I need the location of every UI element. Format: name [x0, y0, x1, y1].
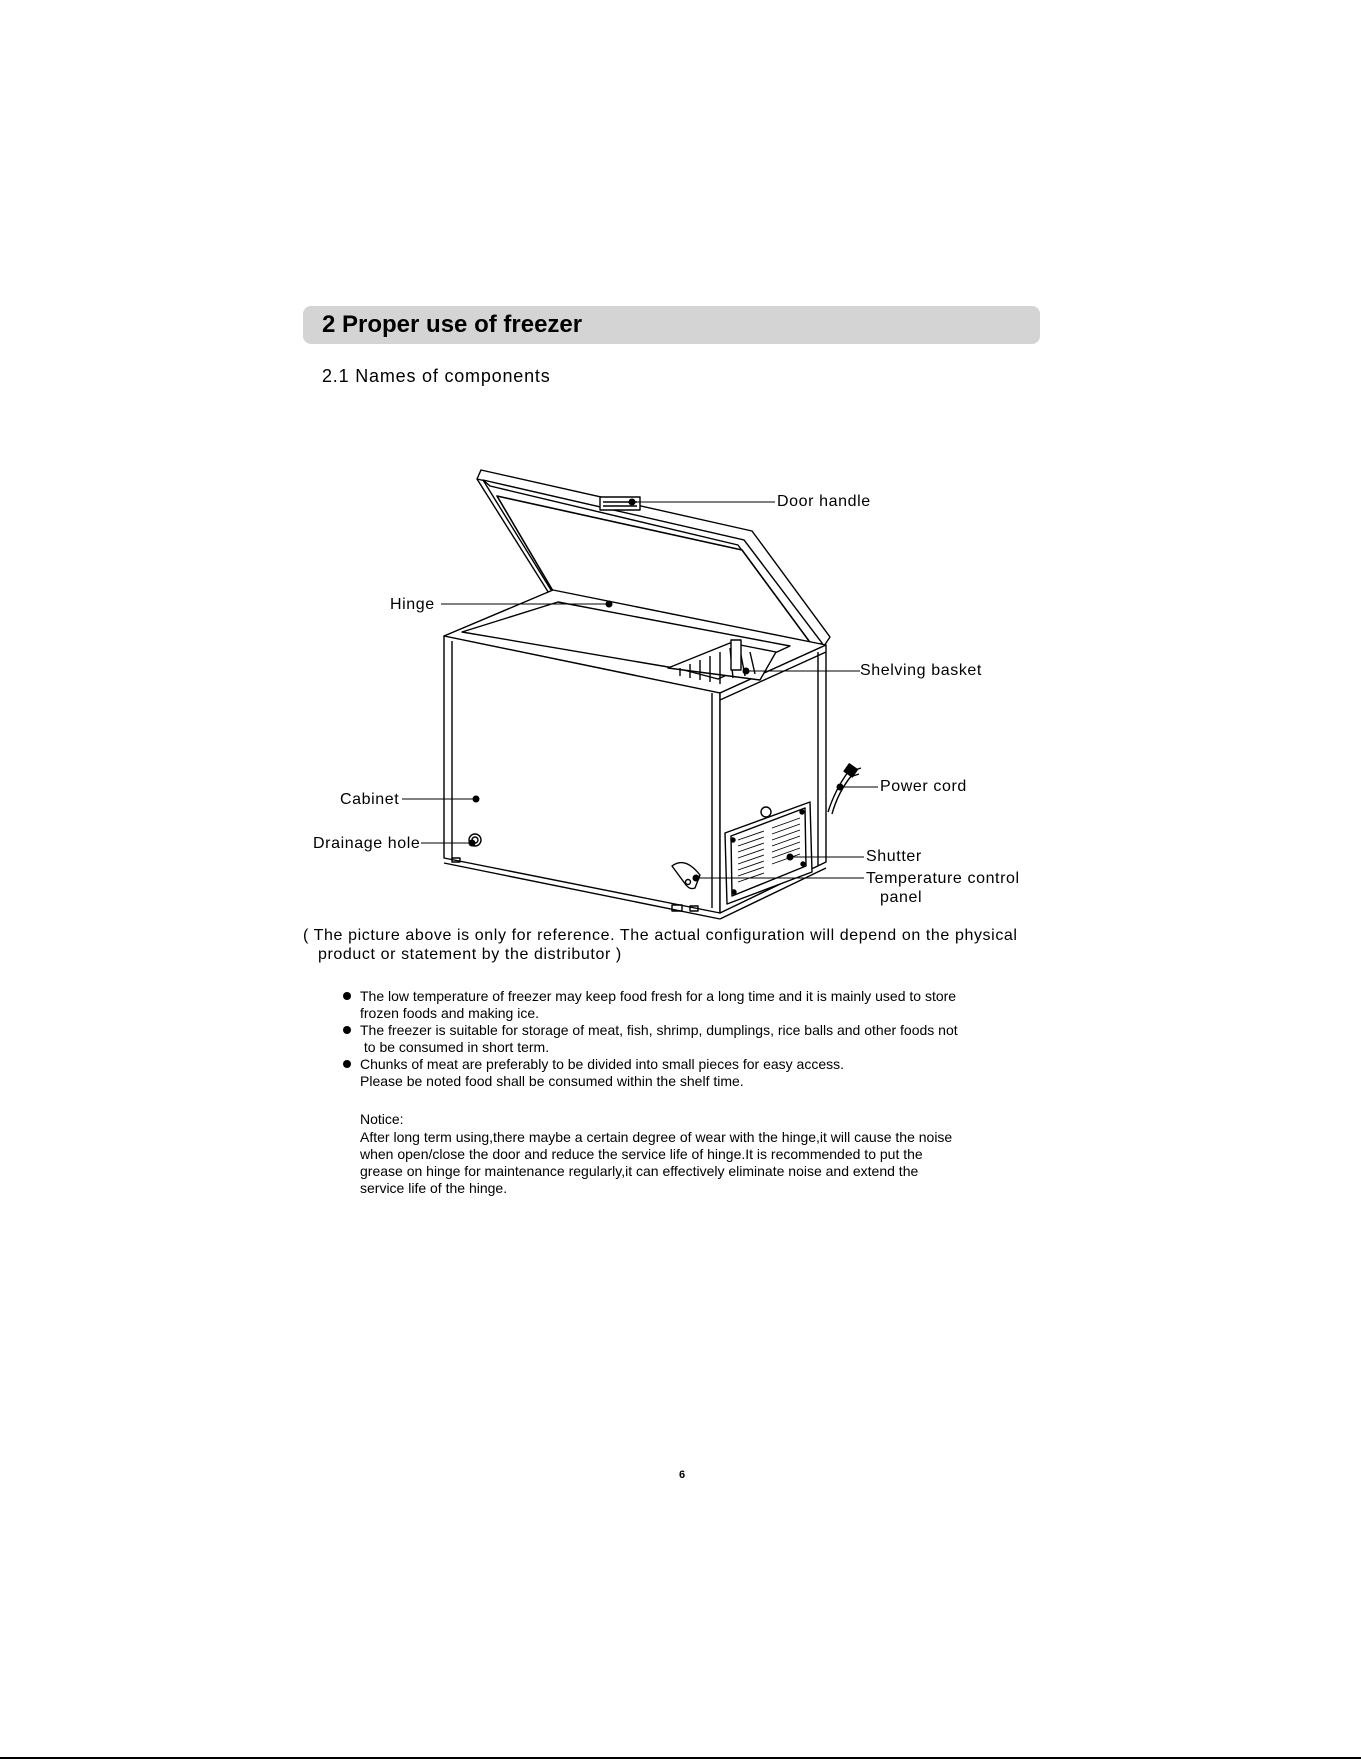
- bullet-item: [340, 1022, 1030, 1056]
- figure-caption: [303, 926, 1043, 964]
- notice-line: grease on hinge for maintenance regularly,it can effectively eliminate noise and extend the: [360, 1163, 919, 1179]
- notice-heading: Notice:: [360, 1111, 404, 1127]
- cabinet-dot: [473, 796, 479, 802]
- bullet-line: Chunks of meat are preferably to be divided into small pieces for easy access.: [360, 1056, 845, 1072]
- callout-shutter: Shutter: [866, 848, 922, 865]
- notice-block: [360, 1111, 1030, 1197]
- door-handle-dot: [629, 499, 635, 505]
- bullet-line: frozen foods and making ice.: [360, 1005, 539, 1021]
- shutter-dot: [787, 854, 793, 860]
- bullet-line: Please be noted food shall be consumed within the shelf time.: [360, 1073, 744, 1089]
- power-cord-dot: [837, 784, 843, 790]
- bullet-line: to be consumed in short term.: [360, 1039, 550, 1055]
- page-number: 6: [678, 1469, 686, 1481]
- bullet-dot-icon: [343, 1026, 351, 1034]
- drainage-hole-dot: [469, 840, 475, 846]
- bullet-dot-icon: [343, 1060, 351, 1068]
- bullet-line: The freezer is suitable for storage of meat, fish, shrimp, dumplings, rice balls and other foods not: [360, 1022, 958, 1038]
- caption-line-2: product or statement by the distributor ): [318, 946, 622, 963]
- section-title: 2 Proper use of freezer: [322, 311, 583, 338]
- power-cord-icon: [828, 764, 861, 814]
- callout-cabinet: Cabinet: [340, 791, 400, 808]
- usage-bullet-list: [340, 988, 1030, 1090]
- bullet-item: [340, 988, 1030, 1022]
- callout-temperature-control-line2: panel: [880, 889, 923, 906]
- bullet-item: [340, 1056, 1030, 1090]
- callout-temperature-control-line1: Temperature control: [866, 870, 1020, 887]
- notice-line: when open/close the door and reduce the service life of hinge.It is recommended to put the: [360, 1146, 923, 1162]
- hinge-dot: [606, 601, 612, 607]
- callout-drainage-hole: Drainage hole: [313, 835, 421, 852]
- temperature-control-dot: [693, 875, 699, 881]
- caption-line-1: ( The picture above is only for reference. The actual configuration will depend on the physical: [303, 927, 1018, 944]
- bullet-dot-icon: [343, 992, 351, 1000]
- bullet-line: The low temperature of freezer may keep food fresh for a long time and it is mainly used to store: [360, 988, 957, 1004]
- subsection-title: 2.1 Names of components: [322, 366, 551, 386]
- callout-hinge: Hinge: [390, 596, 435, 613]
- callout-shelving-basket: Shelving basket: [860, 662, 982, 679]
- callout-door-handle: Door handle: [777, 493, 871, 510]
- bottom-rule: [0, 1757, 1361, 1759]
- notice-line: After long term using,there maybe a certain degree of wear with the hinge,it will cause the noise: [360, 1129, 953, 1145]
- notice-line: service life of the hinge.: [360, 1180, 508, 1196]
- shelving-basket-dot: [743, 668, 749, 674]
- callout-power-cord: Power cord: [880, 778, 967, 795]
